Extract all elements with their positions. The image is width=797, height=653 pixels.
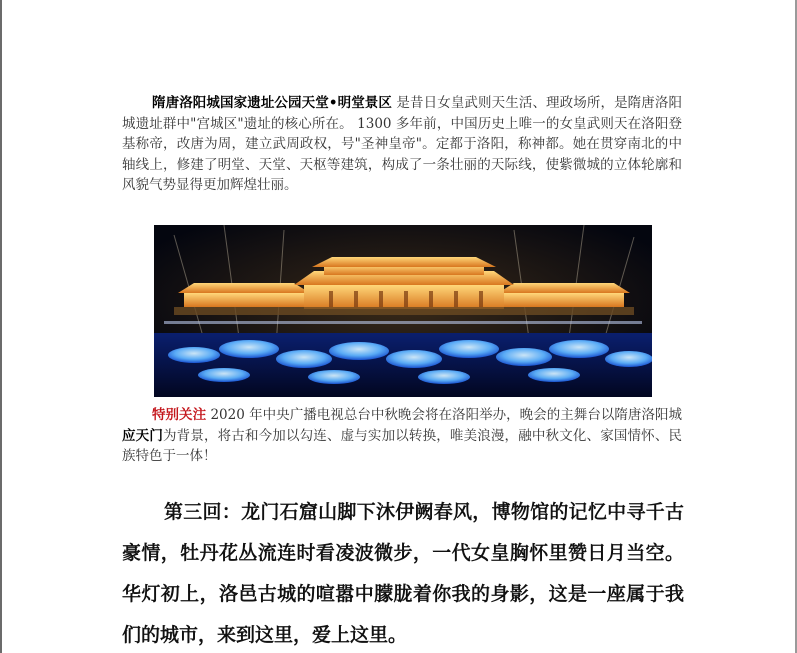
special-focus-body-after: 为背景，将古和今加以勾连、虚与实加以转换，唯美浪漫，融中秋文化、家国情怀、民族特色于一体！ bbox=[122, 427, 683, 464]
special-focus-paragraph bbox=[122, 405, 682, 467]
special-focus-body-before: 2020 年中央广播电视总台中秋晚会将在洛阳举办，晚会的主舞台以隋唐洛阳城 bbox=[206, 407, 682, 423]
intro-body-text: 是昔日女皇武则天生活、理政场所，是隋唐洛阳城遗址群中"宫城区"遗址的核心所在。 1300 多年前，中国历史上唯一的女皇武则天在洛阳登基称帝，改唐为周，建立武周政权，号"圣神皇帝"。定都于洛阳，称神都。她在贯穿南北的中轴线上，修建了明堂、天堂、天枢等建筑，构成了一条壮丽的天际线，使紫微城的立体轮廓和风貌气势显得更加辉煌壮丽。 bbox=[122, 95, 682, 193]
scenic-area-title: 隋唐洛阳城国家遗址公园天堂•明堂景区 bbox=[152, 95, 393, 111]
special-focus-title: 特别关注 bbox=[152, 407, 207, 423]
chapter-three-paragraph: 第三回：龙门石窟山脚下沐伊阙春风，博物馆的记忆中寻千古豪情，牡丹花丛流连时看凌波微步，一代女皇胸怀里赞日月当空。华灯初上，洛邑古城的喧嚣中朦胧着你我的身影，这是一座属于我们的城市，来到这里，爱上这里。 bbox=[122, 501, 684, 646]
intro-paragraph bbox=[122, 93, 682, 196]
yingtian-gate-highlight: 应天门 bbox=[122, 427, 163, 444]
page-edge-left bbox=[0, 0, 2, 653]
palace-night-photo bbox=[154, 225, 652, 397]
illuminated-palace-photo-icon bbox=[154, 225, 652, 397]
